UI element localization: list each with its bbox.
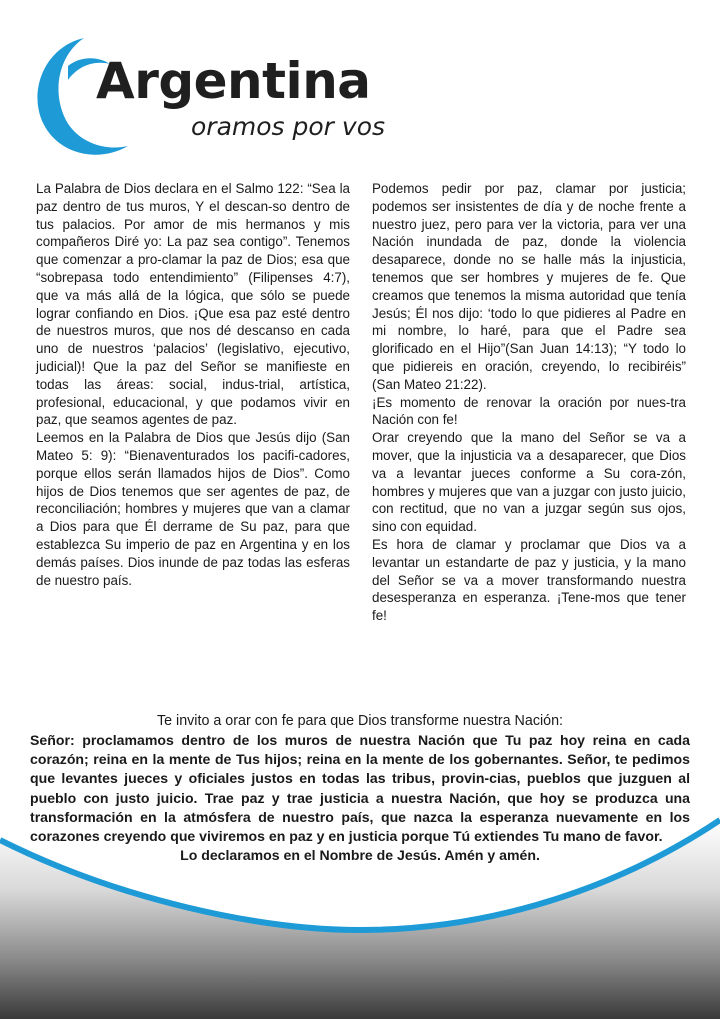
paragraph: Es hora de clamar y proclamar que Dios va a levantar un estandarte de paz y justicia, y la mano del Señor se va a mover transformando nuestra desesperanza en esperanza. ¡Tene-mos que tener fe! [372, 536, 686, 624]
brand-logo [28, 30, 388, 165]
brand-title: Argentina [96, 52, 371, 110]
paragraph: Orar creyendo que la mano del Señor se va a mover, que la injusticia va a desaparecer, que Dios va a levantar jueces conforme a Su cora-zón, hombres y mujeres que van a juzgar con justo juicio, con rectitud, que no van a juzgar según sus ojos, sino con equidad. [372, 430, 686, 535]
paragraph: ¡Es momento de renovar la oración por nues-tra Nación con fe! [372, 394, 686, 428]
prayer-intro: Te invito a orar con fe para que Dios transforme nuestra Nación: [156, 713, 564, 729]
prayer-section [30, 712, 690, 865]
brand-subtitle: oramos por vos [191, 112, 386, 141]
right-column [372, 180, 686, 625]
left-column [36, 180, 350, 589]
prayer-body: Señor: proclamamos dentro de los muros de nuestra Nación que Tu paz hoy reina en cada corazón; reina en la mente de Tus hijos; reina en la mente de los gobernantes. Señor, te pedimos que levantes jueces y oficiales justos en todas las tribus, provin-cias, pueblos que juzguen al pueblo con justo juicio. Trae paz y trae justicia a nuestra Nación, que hoy se produzca una transformación en la atmósfera de nuestro país, que nazca la esperanza nuevamente en los corazones creyendo que viviremos en paz y en justicia porque Tú extiendes Tu mano de favor. [30, 732, 690, 845]
paragraph: Podemos pedir por paz, clamar por justicia; podemos ser insistentes de día y de noche frente a nuestro juez, pero para ver la victoria, para ver una Nación inundada de paz, donde la violencia desaparece, donde no se halle más la injusticia, tenemos que ser hombres y mujeres de fe. Que creamos que tenemos la misma autoridad que tenía Jesús; Él nos dijo: ‘todo lo que pidieres al Padre en mi nombre, lo haré, para que el Padre sea glorificado en el Hijo”(San Juan 14:13); “Y todo lo que pidiereis en oración, creyendo, lo recibiréis” (San Mateo 21:22). [372, 181, 686, 392]
paragraph: La Palabra de Dios declara en el Salmo 122: “Sea la paz dentro de tus muros, Y el descan-so dentro de tus palacios. Por amor de mis hermanos y mis compañeros Diré yo: La paz sea contigo”. Tenemos que comenzar a pro-clamar la paz de Dios; esa que “sobrepasa todo entendimiento” (Filipenses 4:7), que va más allá de la lógica, que sólo se puede lograr confiando en Dios. ¡Que esa paz esté dentro de nuestros muros, que nos dé descanso en cada uno de nuestros ‘palacios’ (legislativo, ejecutivo, judicial)! Que la paz del Señor se manifieste en todas las áreas: social, indus-trial, artística, profesional, educacional, y que podamos vivir en paz, que seamos agentes de paz. [36, 181, 350, 428]
paragraph: Leemos en la Palabra de Dios que Jesús dijo (San Mateo 5: 9): “Bienaventurados los pacifi-cadores, porque ellos serán llamados hijos de Dios”. Como hijos de Dios tenemos que ser agentes de paz, de reconciliación; hombres y mujeres que van a clamar a Dios para que Él derrame de Su paz, para que establezca Su imperio de paz en Argentina y en los demás países. Dios inunde de paz todas las esferas de nuestro país. [36, 430, 350, 588]
prayer-closing: Lo declaramos en el Nombre de Jesús. Amén y amén. [180, 847, 540, 864]
